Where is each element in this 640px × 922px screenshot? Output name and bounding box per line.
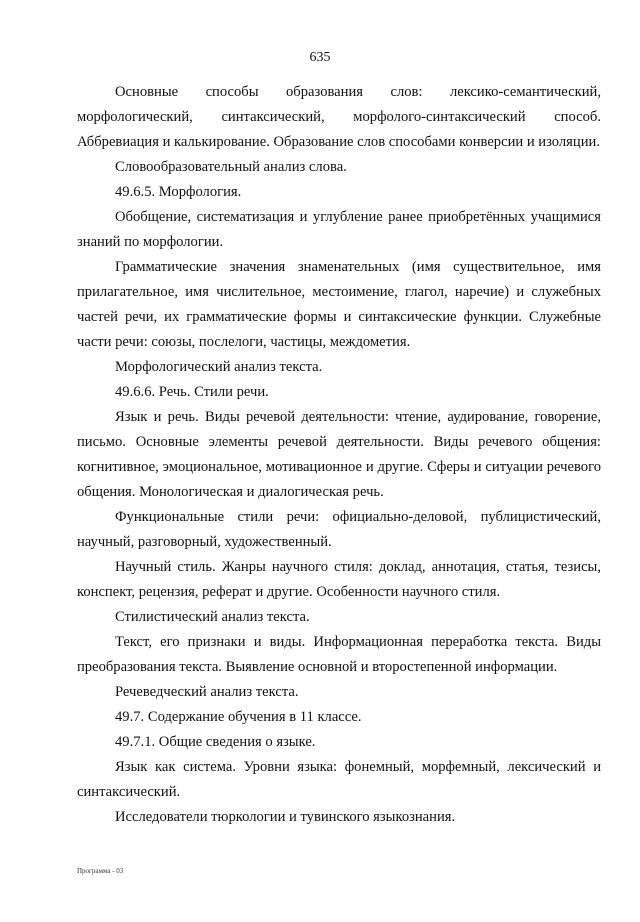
paragraph-word-formation-methods: Основные способы образования слов: лексико-семантический, морфологический, синтаксический, морфолого-синтаксический способ. Аббревиация и калькирование. Образование слов способами конверсии и изоляции. xyxy=(77,84,601,150)
paragraph-language-and-speech: Язык и речь. Виды речевой деятельности: чтение, аудирование, говорение, письмо. Основные элементы речевой деятельности. Виды речевого общения: когнитивное, эмоциональное, мотивационное и другие. Сферы и ситуации речевого общения. Монологическая и диалогическая речь. xyxy=(77,409,601,500)
paragraph-language-system: Язык как система. Уровни языка: фонемный, морфемный, лексический и синтаксический. xyxy=(77,759,601,800)
footer-program-label: Программа - 03 xyxy=(77,867,124,875)
paragraph-stylistic-analysis: Стилистический анализ текста. xyxy=(115,609,310,625)
paragraph-morphology-generalization: Обобщение, систематизация и углубление ранее приобретённых учащимися знаний по морфологии. xyxy=(77,209,601,250)
section-heading-morphology: 49.6.5. Морфология. xyxy=(115,184,242,200)
document-body xyxy=(77,80,601,830)
paragraph-speech-analysis: Речеведческий анализ текста. xyxy=(115,684,299,700)
paragraph-morphological-analysis: Морфологический анализ текста. xyxy=(115,359,323,375)
paragraph-turkology-researchers: Исследователи тюркологии и тувинского языкознания. xyxy=(115,809,456,825)
paragraph-grammatical-meanings: Грамматические значения знаменательных (имя существительное, имя прилагательное, имя числительное, местоимение, глагол, наречие) и служебных частей речи, их грамматические формы и синтаксические функции. Служебные части речи: союзы, послелоги, частицы, междометия. xyxy=(77,259,601,350)
paragraph-text-features: Текст, его признаки и виды. Информационная переработка текста. Виды преобразования текста. Выявление основной и второстепенной информации. xyxy=(77,634,601,675)
paragraph-functional-styles: Функциональные стили речи: официально-деловой, публицистический, научный, разговорный, художественный. xyxy=(77,509,601,550)
section-heading-speech-styles: 49.6.6. Речь. Стили речи. xyxy=(115,384,269,400)
section-heading-grade-11: 49.7. Содержание обучения в 11 классе. xyxy=(115,709,362,725)
paragraph-scientific-style: Научный стиль. Жанры научного стиля: доклад, аннотация, статья, тезисы, конспект, рецензия, реферат и другие. Особенности научного стиля. xyxy=(77,559,601,600)
page-number: 635 xyxy=(309,50,331,65)
paragraph-word-formation-analysis: Словообразовательный анализ слова. xyxy=(115,159,347,175)
section-heading-general-info: 49.7.1. Общие сведения о языке. xyxy=(115,734,316,750)
